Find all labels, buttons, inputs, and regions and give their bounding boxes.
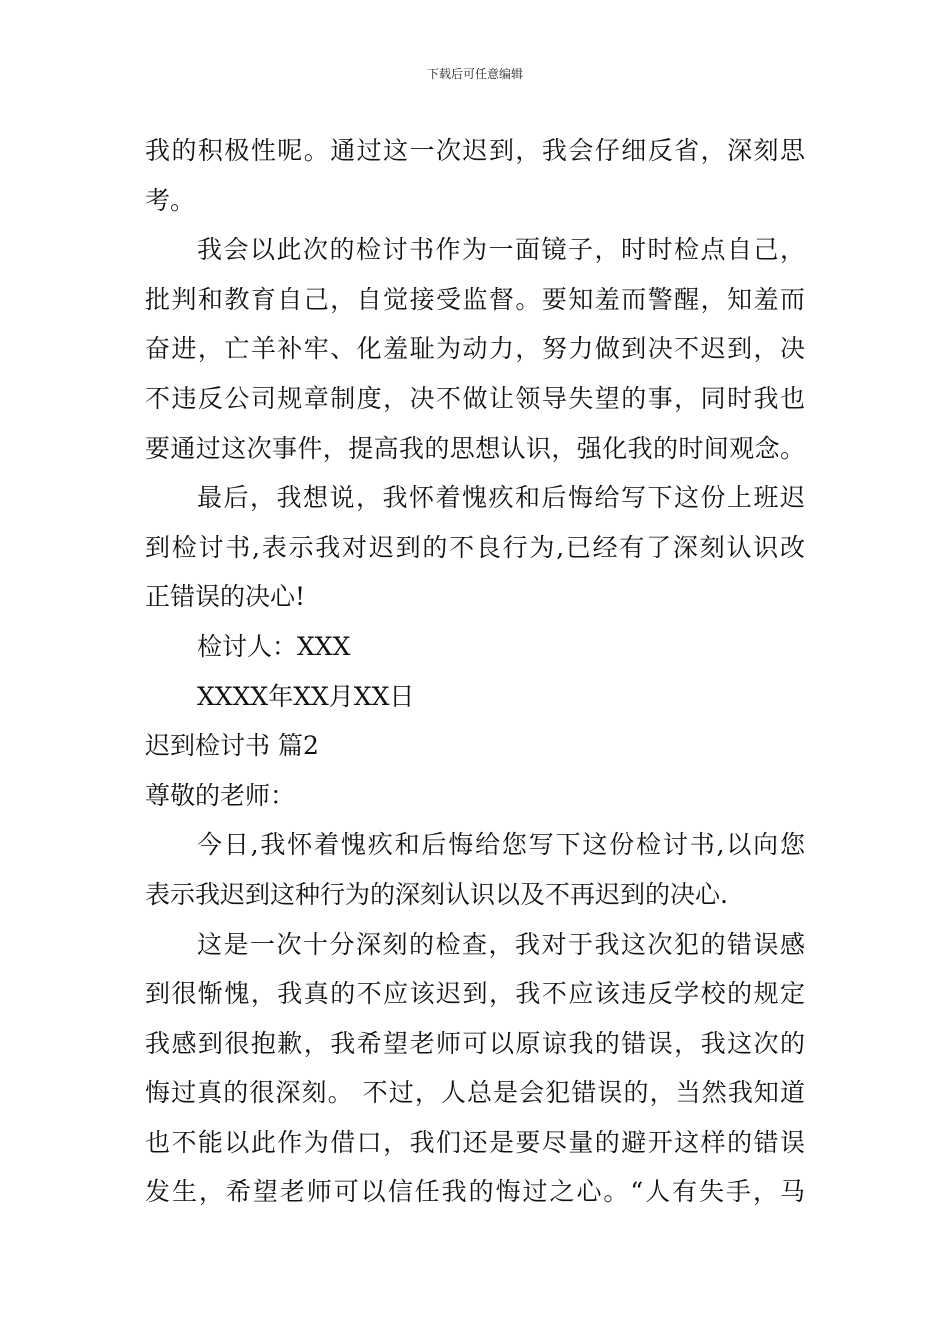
- text-line: 到很惭愧，我真的不应该迟到，我不应该违反学校的规定: [145, 979, 805, 1009]
- document-body: [145, 126, 805, 1217]
- text-line: 最后，我想说，我怀着愧疚和后悔给写下这份上班迟: [197, 483, 805, 513]
- text-line: 我感到很抱歉，我希望老师可以原谅我的错误，我这次的: [145, 1028, 805, 1058]
- text-line: 我的积极性呢。通过这一次迟到，我会仔细反省，深刻思: [145, 136, 805, 165]
- text-line: 今日,我怀着愧疚和后悔给您写下这份检讨书,以向您: [197, 830, 805, 860]
- text-line: 批判和教育自己，自觉接受监督。要知羞而警醒，知羞而: [145, 284, 805, 314]
- text-line: 这是一次十分深刻的检查，我对于我这次犯的错误感: [197, 929, 805, 959]
- text-line: 表示我迟到这种行为的深刻认识以及不再迟到的决心.: [145, 879, 728, 909]
- text-line: 尊敬的老师：: [145, 780, 296, 810]
- text-line: 要通过这次事件，提高我的思想认识，强化我的时间观念。: [145, 433, 805, 463]
- text-line: 到检讨书,表示我对迟到的不良行为,已经有了深刻认识改: [145, 532, 805, 562]
- text-line: 悔过真的很深刻。 不过，人总是会犯错误的，当然我知道: [145, 1078, 805, 1108]
- text-line: 也不能以此作为借口，我们还是要尽量的避开这样的错误: [145, 1127, 805, 1157]
- text-line: 考。: [145, 185, 196, 215]
- text-line: 我会以此次的检讨书作为一面镜子，时时检点自己，: [197, 235, 805, 265]
- text-line: 奋进，亡羊补牢、化羞耻为动力，努力做到决不迟到，决: [145, 334, 805, 364]
- text-line: XXXX年XX月XX日: [197, 681, 415, 711]
- page-header: 下载后可任意编辑: [426, 67, 523, 81]
- text-line: 迟到检讨书 篇2: [145, 731, 319, 761]
- text-line: 不违反公司规章制度，决不做让领导失望的事，同时我也: [145, 383, 805, 413]
- text-line: 发生，希望老师可以信任我的悔过之心。“人有失手，马: [145, 1177, 805, 1207]
- text-line: 正错误的决心!: [145, 582, 306, 612]
- text-line: 检讨人：XXX: [197, 631, 351, 661]
